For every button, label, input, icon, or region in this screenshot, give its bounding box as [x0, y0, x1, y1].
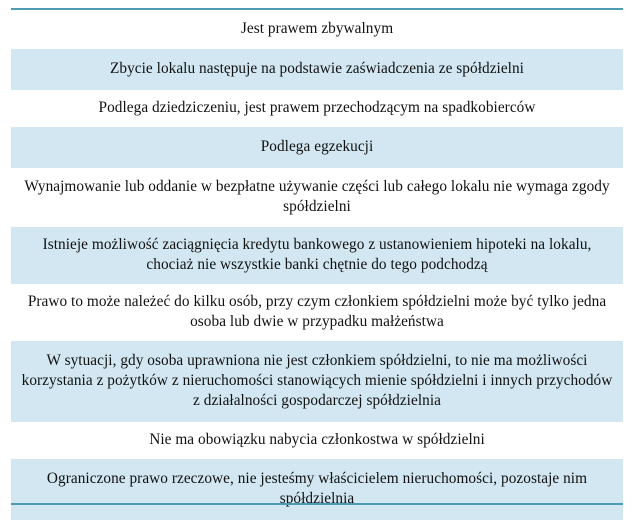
table-cell-text: W sytuacji, gdy osoba uprawniona nie jest członkiem spółdzielni, to nie ma możliwości korzystania z pożytków z nieruchomości stanowiących mienie spółdzielni i innych przychodów z działalności gospodarczej spółdzielnia — [11, 341, 623, 422]
facts-table — [11, 10, 623, 520]
table-cell-text: Podlega dziedziczeniu, jest prawem przechodzącym na spadkobierców — [11, 90, 623, 127]
table-cell-text: Istnieje możliwość zaciągnięcia kredytu bankowego z ustanowieniem hipoteki na lokalu, chociaż nie wszystkie banki chętnie do tego podchodzą — [11, 227, 623, 284]
table-cell-text: Zbycie lokalu następuje na podstawie zaświadczenia ze spółdzielni — [11, 49, 623, 90]
table-row — [11, 127, 623, 168]
table-row — [11, 90, 623, 127]
table-row — [11, 168, 623, 227]
table-row — [11, 284, 623, 341]
table-cell-text: Ograniczone prawo rzeczowe, nie jesteśmy właścicielem nieruchomości, pozostaje nim spółdzielnia — [11, 459, 623, 520]
table-cell-text: Wynajmowanie lub oddanie w bezpłatne używanie części lub całego lokalu nie wymaga zgody spółdzielni — [11, 168, 623, 227]
table-row — [11, 341, 623, 422]
table-cell-text: Nie ma obowiązku nabycia członkostwa w spółdzielni — [11, 422, 623, 459]
table-cell-text: Podlega egzekucji — [11, 127, 623, 168]
table-cell-text: Jest prawem zbywalnym — [11, 10, 623, 49]
table-cell-text: Prawo to może należeć do kilku osób, przy czym członkiem spółdzielni może być tylko jedna osoba lub dwie w przypadku małżeństwa — [11, 284, 623, 341]
table-bottom-rule — [11, 503, 623, 505]
table-row — [11, 422, 623, 459]
table-row — [11, 459, 623, 520]
table-row — [11, 49, 623, 90]
table-row — [11, 227, 623, 284]
table-row — [11, 10, 623, 49]
facts-table-body — [11, 10, 623, 520]
facts-table-container — [11, 8, 623, 520]
